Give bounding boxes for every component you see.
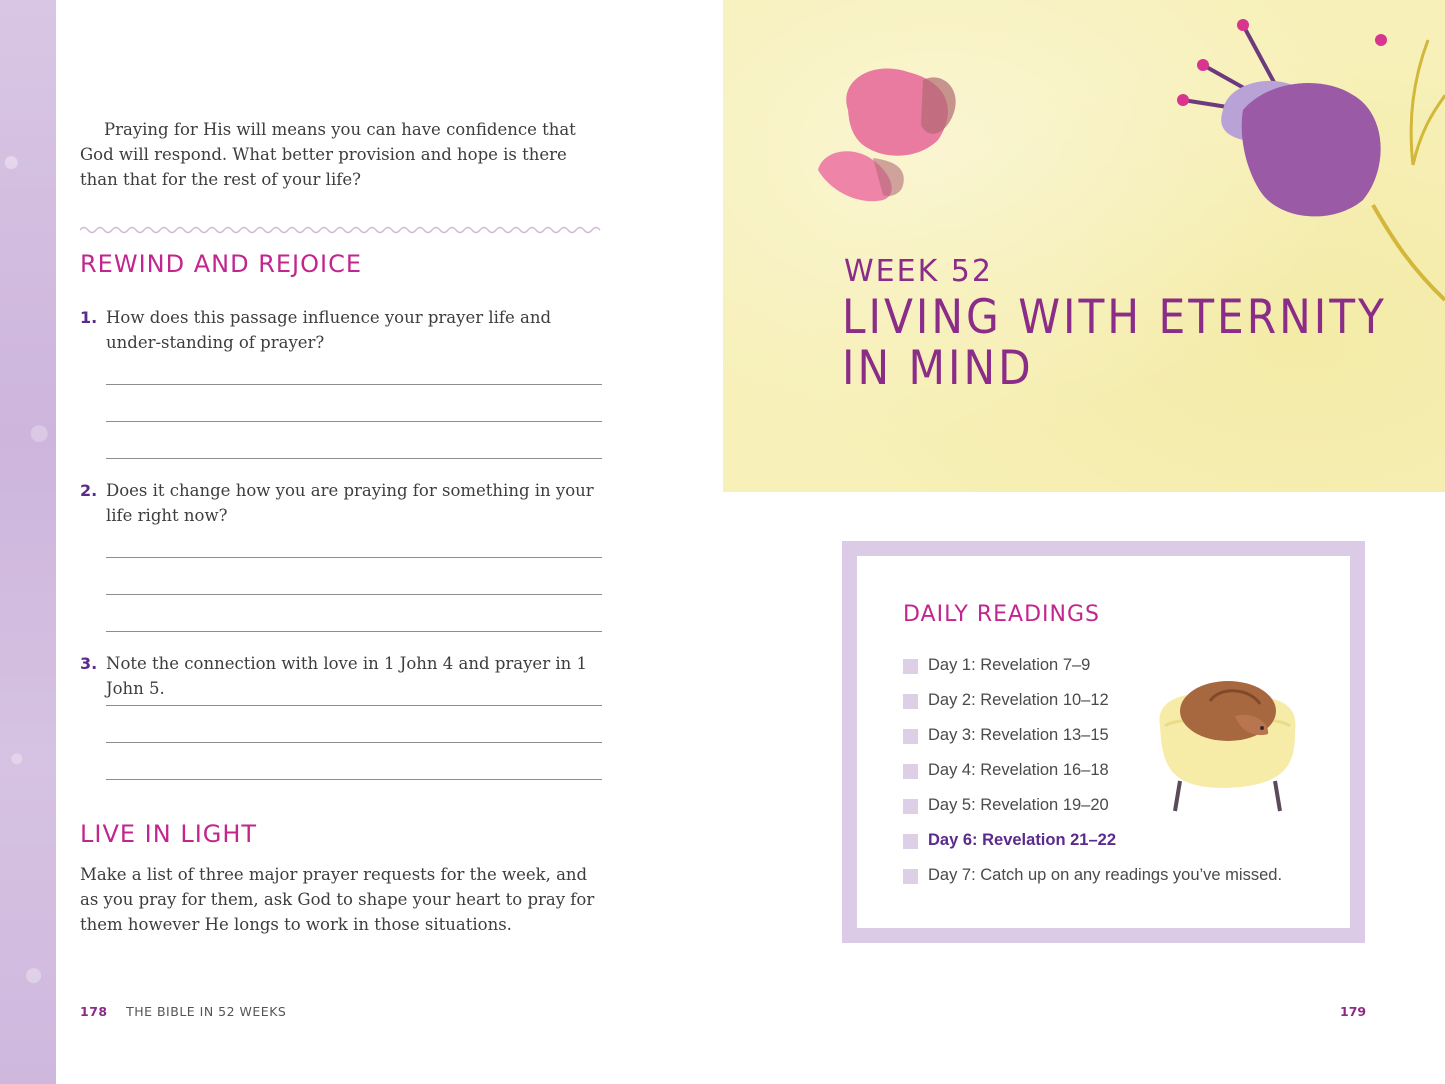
checkbox-icon[interactable] (903, 834, 918, 849)
week-title: LIVING WITH ETERNITY IN MIND (842, 290, 1387, 396)
page-number-right: 179 (1340, 1004, 1367, 1019)
checkbox-icon[interactable] (903, 659, 918, 674)
live-in-light-heading: LIVE IN LIGHT (80, 820, 258, 848)
daily-readings-box (842, 541, 1365, 943)
reading-label: Day 3: Revelation 13–15 (928, 726, 1109, 744)
checkbox-icon[interactable] (903, 869, 918, 884)
question-number: 3. (80, 654, 98, 673)
reading-label: Day 6: Revelation 21–22 (928, 831, 1117, 849)
question-1 (80, 305, 605, 355)
reading-item-day-7[interactable] (903, 866, 1282, 901)
book-title: THE BIBLE IN 52 WEEKS (126, 1004, 287, 1019)
daily-readings-card (857, 556, 1350, 928)
reading-label: Day 4: Revelation 16–18 (928, 761, 1109, 779)
reading-label: Day 5: Revelation 19–20 (928, 796, 1109, 814)
wavy-divider (80, 224, 602, 236)
question-text: Does it change how you are praying for something in your life right now? (106, 481, 594, 525)
left-footer (80, 1004, 286, 1019)
left-page (80, 0, 605, 1084)
sleeping-dog-chair-icon (1150, 656, 1300, 816)
question-2 (80, 478, 605, 528)
decorative-side-strip (0, 0, 56, 1084)
checkbox-icon[interactable] (903, 694, 918, 709)
reading-label: Day 2: Revelation 10–12 (928, 691, 1109, 709)
reading-label: Day 1: Revelation 7–9 (928, 656, 1091, 674)
reading-item-day-6[interactable] (903, 831, 1282, 866)
flower-icon (1177, 19, 1445, 300)
checkbox-icon[interactable] (903, 799, 918, 814)
answer-lines-3[interactable] (106, 705, 602, 816)
butterfly-flower-illustration (723, 0, 1445, 492)
checkbox-icon[interactable] (903, 764, 918, 779)
rewind-heading: REWIND AND REJOICE (80, 250, 362, 278)
question-3 (80, 651, 605, 701)
page-number-left: 178 (80, 1004, 108, 1019)
live-in-light-text: Make a list of three major prayer requests for the week, and as you pray for them, ask God to shape your heart to pray for them however He longs to work in those situations. (80, 865, 595, 934)
question-number: 2. (80, 481, 98, 500)
week-hero-banner (723, 0, 1445, 492)
week-number-label: WEEK 52 (844, 254, 993, 289)
question-number: 1. (80, 308, 98, 327)
intro-paragraph: Praying for His will means you can have confidence that God will respond. What better provision and hope is there than that for the rest of your life? (80, 120, 576, 189)
question-text: How does this passage influence your prayer life and under-standing of prayer? (106, 308, 552, 352)
question-text: Note the connection with love in 1 John 4 and prayer in 1 John 5. (106, 654, 587, 698)
butterfly-icon (818, 68, 956, 201)
reading-label: Day 7: Catch up on any readings you’ve missed. (928, 866, 1283, 884)
checkbox-icon[interactable] (903, 729, 918, 744)
daily-readings-heading: DAILY READINGS (903, 602, 1100, 627)
